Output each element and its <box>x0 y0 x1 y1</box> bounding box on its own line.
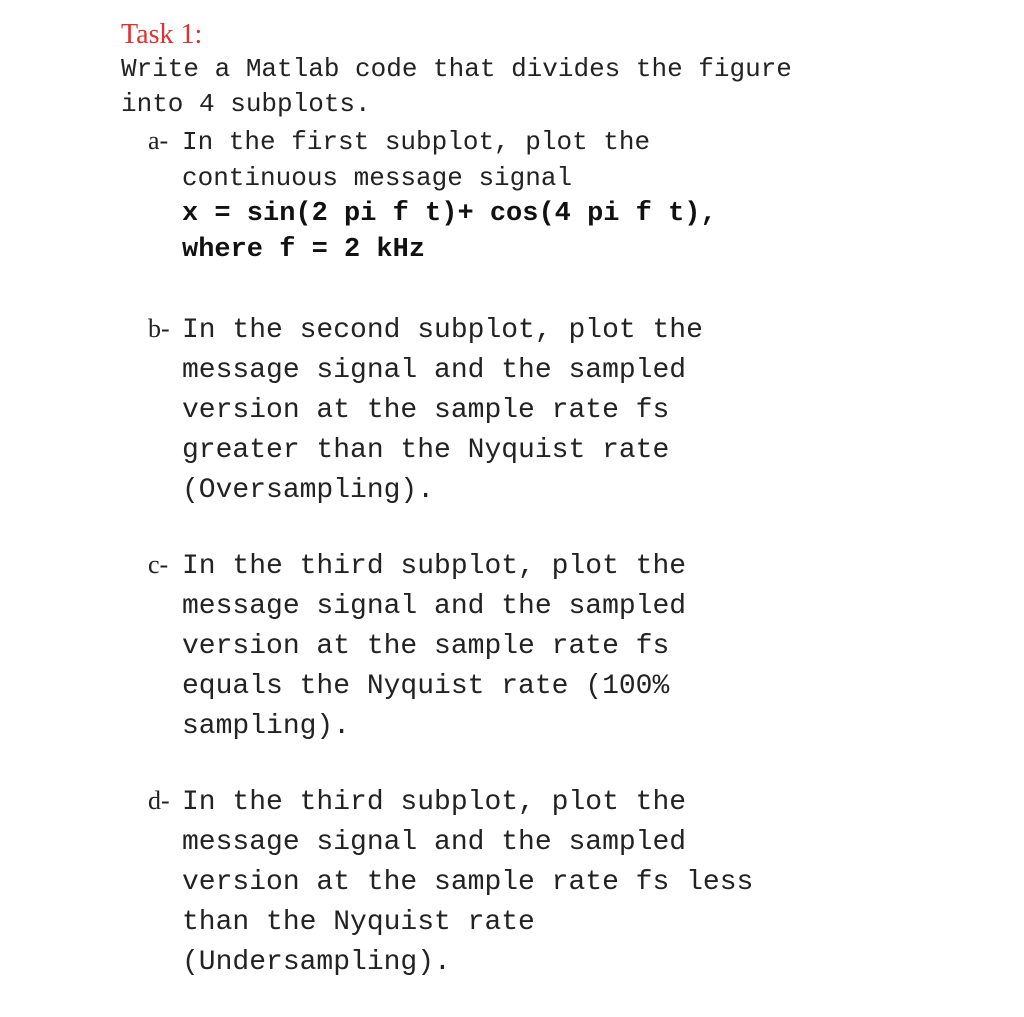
intro-line: into 4 subplots. <box>121 89 371 119</box>
item-d-line: message signal and the sampled <box>182 827 687 858</box>
item-d-line: than the Nyquist rate <box>182 907 535 938</box>
item-a-line: continuous message signal <box>182 163 573 193</box>
item-c-line: version at the sample rate fs <box>182 631 670 662</box>
item-a-line: In the first subplot, plot the <box>182 127 651 157</box>
item-b-line: In the second subplot, plot the <box>182 315 703 346</box>
item-c <box>148 545 686 747</box>
item-c-line: message signal and the sampled <box>182 591 687 622</box>
item-b-line: greater than the Nyquist rate <box>182 435 670 466</box>
item-d-marker: d- <box>148 786 170 815</box>
item-b-line: message signal and the sampled <box>182 355 687 386</box>
item-a-marker: a- <box>148 126 169 155</box>
item-d-line: version at the sample rate fs less <box>182 867 754 898</box>
item-c-line: In the third subplot, plot the <box>182 551 687 582</box>
task-title: Task 1: <box>121 19 203 50</box>
item-a-formula: where f = 2 kHz <box>182 235 426 265</box>
item-b <box>148 309 703 511</box>
intro-line: Write a Matlab code that divides the figure <box>121 54 792 84</box>
item-d-line: (Undersampling). <box>182 947 451 978</box>
item-b-marker: b- <box>148 314 170 343</box>
item-d <box>148 781 753 983</box>
item-c-marker: c- <box>148 550 169 579</box>
item-b-line: version at the sample rate fs <box>182 395 670 426</box>
item-d-line: In the third subplot, plot the <box>182 787 687 818</box>
task-intro <box>121 52 792 122</box>
item-c-line: sampling). <box>182 711 351 742</box>
item-a-formula: x = sin(2 pi f t)+ cos(4 pi f t), <box>182 199 717 229</box>
item-a <box>148 123 717 268</box>
item-b-line: (Oversampling). <box>182 475 435 506</box>
item-c-line: equals the Nyquist rate (100% <box>182 671 670 702</box>
